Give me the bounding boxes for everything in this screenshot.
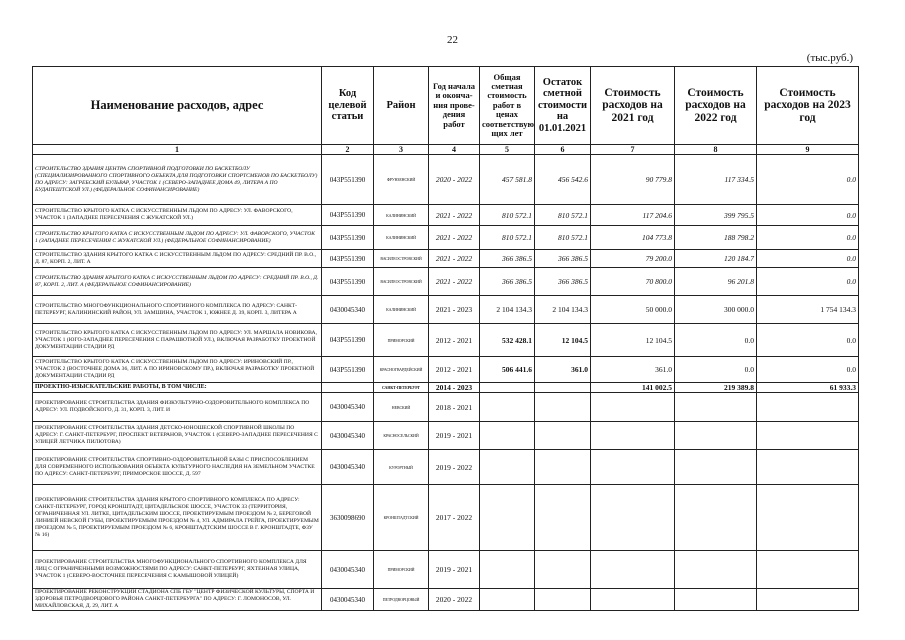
header-cost-2023: Стоимость расходов на 2023 год	[757, 67, 859, 145]
table-row	[33, 589, 859, 611]
subtotal-district: САНКТ-ПЕТЕРБУРГ	[374, 383, 429, 393]
row-name: СТРОИТЕЛЬСТВО КРЫТОГО КАТКА С ИСКУССТВЕННЫМ ЛЬДОМ ПО АДРЕСУ: УЛ. ФАВОРСКОГО, УЧАСТОК 1 (ЗАПАДНЕЕ ПЕРЕСЕЧЕНИЯ С ЖУКАТСКОЙ УЛ.) (ФЕДЕРАЛЬНОЕ СОФИНАНСИРОВАНИЕ)	[33, 226, 322, 250]
row-period: 2019 - 2021	[429, 422, 480, 450]
header-cost-2022: Стоимость расходов на 2022 год	[675, 67, 757, 145]
row-name: ПРОЕКТИРОВАНИЕ СТРОИТЕЛЬСТВА ЗДАНИЯ ФИЗКУЛЬТУРНО-ОЗДОРОВИТЕЛЬНОГО КОМПЛЕКСА ПО АДРЕСУ: УЛ. ПОДВОЙСКОГО, Д. 31, КОРП. 3, ЛИТ. И	[33, 393, 322, 422]
subtotal-name: ПРОЕКТНО-ИЗЫСКАТЕЛЬСКИЕ РАБОТЫ, В ТОМ ЧИСЛЕ:	[33, 383, 322, 393]
table-row	[33, 324, 859, 357]
row-code: 043P551390	[322, 268, 374, 296]
row-period: 2018 - 2021	[429, 393, 480, 422]
row-cost-2021: 12 104.5	[591, 324, 675, 357]
subtotal-cost-2022: 219 389.8	[675, 383, 757, 393]
row-cost-2021: 70 800.0	[591, 268, 675, 296]
row-total-cost: 532 428.1	[480, 324, 535, 357]
table-row	[33, 357, 859, 383]
row-code: 0430045340	[322, 296, 374, 324]
table-row	[33, 226, 859, 250]
header-total-cost: Общая сметная стоимость работ в ценах соответствую щих лет	[480, 67, 535, 145]
table-row-subtotal	[33, 383, 859, 393]
row-cost-2023: 1 754 134.3	[757, 296, 859, 324]
row-cost-2023: 0.0	[757, 268, 859, 296]
header-district: Район	[374, 67, 429, 145]
row-cost-2021: 50 000.0	[591, 296, 675, 324]
row-code: 0430045340	[322, 450, 374, 485]
table-row	[33, 422, 859, 450]
row-name: ПРОЕКТИРОВАНИЕ СТРОИТЕЛЬСТВА ЗДАНИЯ КРЫТОГО СПОРТИВНОГО КОМПЛЕКСА ПО АДРЕСУ: САНКТ-ПЕТЕРБУРГ, ГОРОД КРОНШТАДТ, ЦИТАДЕЛЬСКОЕ ШОССЕ, УЧАСТОК 33 (ТЕРРИТОРИЯ, ОГРАНИЧЕННАЯ УЛ. ЛИТКЕ, ЦИТАДЕЛЬСКИМ ШОССЕ, ПРОЕКТИРУЕМЫМ ПРОЕЗДОМ № 2, БЕРЕГОВОЙ ЛИНИЕЙ НЕВСКОЙ ГУБЫ, ПРОЕКТИРУЕМЫМ ПРОЕЗДОМ № 4, УЛ. АДМИРАЛА ГРЕЙГА, ПРОЕКТИРУЕМЫМ ПРОЕЗДОМ № 5, ПРОЕКТИРУЕМЫМ ПРОЕЗДОМ № 6, КРОНШТАДТСКИМ ШОССЕ В Г. КРОНШТАДТЕ, ФЗУ № 16)	[33, 485, 322, 551]
subtotal-code	[322, 383, 374, 393]
column-number: 7	[591, 145, 675, 155]
column-number: 9	[757, 145, 859, 155]
table-row	[33, 250, 859, 268]
row-district: ВАСИЛЕОСТРОВСКИЙ	[374, 250, 429, 268]
subtotal-remaining	[535, 383, 591, 393]
header-period: Год начала и оконча-ния прове-дения работ	[429, 67, 480, 145]
header-name: Наименование расходов, адрес	[33, 67, 322, 145]
row-period: 2017 - 2022	[429, 485, 480, 551]
row-district: КРАСНОГВАРДЕЙСКИЙ	[374, 357, 429, 383]
row-district: ПРИМОРСКИЙ	[374, 324, 429, 357]
column-number: 6	[535, 145, 591, 155]
row-code: 0430045340	[322, 589, 374, 611]
row-period: 2021 - 2023	[429, 296, 480, 324]
column-number: 8	[675, 145, 757, 155]
row-total-cost: 366 386.5	[480, 250, 535, 268]
row-name: СТРОИТЕЛЬСТВО ЗДАНИЯ ЦЕНТРА СПОРТИВНОЙ ПОДГОТОВКИ ПО БАСКЕТБОЛУ (СПЕЦИАЛИЗИРОВАННОГО СПОРТИВНОГО ОБЪЕКТА ДЛЯ ПОДГОТОВКИ СПОРТСМЕНОВ ПО БАСКЕТБОЛУ) ПО АДРЕСУ: ЗАГРЕБСКИЙ БУЛЬВАР, УЧАСТОК 1 (СЕВЕРО-ЗАПАДНЕЕ ДОМА 49, ЛИТЕРА А ПО БУДАПЕШТСКОЙ УЛ.) (ФЕДЕРАЛЬНОЕ СОФИНАНСИРОВАНИЕ)	[33, 155, 322, 205]
row-remaining: 366 386.5	[535, 250, 591, 268]
row-code: 043P551390	[322, 357, 374, 383]
row-period: 2021 - 2022	[429, 268, 480, 296]
row-name: СТРОИТЕЛЬСТВО ЗДАНИЯ КРЫТОГО КАТКА С ИСКУССТВЕННЫМ ЛЬДОМ ПО АДРЕСУ: СРЕДНИЙ ПР. В.О., Д. 87, КОРП. 2, ЛИТ. А (ФЕДЕРАЛЬНОЕ СОФИНАНСИРОВАНИЕ)	[33, 268, 322, 296]
row-period: 2020 - 2022	[429, 155, 480, 205]
row-district: КАЛИНИНСКИЙ	[374, 205, 429, 226]
column-number: 4	[429, 145, 480, 155]
header-remaining: Остаток сметной стоимости на 01.01.2021	[535, 67, 591, 145]
row-code: 043P551390	[322, 250, 374, 268]
row-name: СТРОИТЕЛЬСТВО МНОГОФУНКЦИОНАЛЬНОГО СПОРТИВНОГО КОМПЛЕКСА ПО АДРЕСУ: САНКТ-ПЕТЕРБУРГ, КАЛИНИНСКИЙ РАЙОН, УЛ. ЗАМШИНА, УЧАСТОК 1, ЮЖНЕЕ Д. 39, КОРП. 3, ЛИТЕРА А	[33, 296, 322, 324]
row-cost-2022: 117 334.5	[675, 155, 757, 205]
row-code: 043P551390	[322, 155, 374, 205]
row-name: СТРОИТЕЛЬСТВО ЗДАНИЯ КРЫТОГО КАТКА С ИСКУССТВЕННЫМ ЛЬДОМ ПО АДРЕСУ: СРЕДНИЙ ПР. В.О., Д. 87, КОРП. 2, ЛИТ. А	[33, 250, 322, 268]
row-period: 2019 - 2021	[429, 551, 480, 589]
row-district: КАЛИНИНСКИЙ	[374, 226, 429, 250]
row-name: СТРОИТЕЛЬСТВО КРЫТОГО КАТКА С ИСКУССТВЕННЫМ ЛЬДОМ ПО АДРЕСУ: ИРИНОВСКИЙ ПР., УЧАСТОК 2 (ВОСТОЧНЕЕ ДОМА 36, ЛИТ. А ПО ИРИНОВСКОМУ ПР.), ВКЛЮЧАЯ РАЗРАБОТКУ ПРОЕКТНОЙ ДОКУМЕНТАЦИИ СТАДИИ РД	[33, 357, 322, 383]
column-number: 1	[33, 145, 322, 155]
table-row	[33, 296, 859, 324]
row-total-cost: 366 386.5	[480, 268, 535, 296]
row-remaining: 361.0	[535, 357, 591, 383]
row-remaining: 2 104 134.3	[535, 296, 591, 324]
column-number-row	[33, 145, 859, 155]
row-name: СТРОИТЕЛЬСТВО КРЫТОГО КАТКА С ИСКУССТВЕННЫМ ЛЬДОМ ПО АДРЕСУ: УЛ. МАРШАЛА НОВИКОВА, УЧАСТОК 1 (ЮГО-ЗАПАДНЕЕ ПЕРЕСЕЧЕНИЯ С ПАРАШЮТНОЙ УЛ.), ВКЛЮЧАЯ РАЗРАБОТКУ ПРОЕКТНОЙ ДОКУМЕНТАЦИИ СТАДИИ РД	[33, 324, 322, 357]
row-district: НЕВСКИЙ	[374, 393, 429, 422]
table-row	[33, 485, 859, 551]
table-row	[33, 450, 859, 485]
table-row	[33, 268, 859, 296]
row-district: КРАСНОСЕЛЬСКИЙ	[374, 422, 429, 450]
row-remaining: 456 542.6	[535, 155, 591, 205]
row-period: 2021 - 2022	[429, 226, 480, 250]
row-code: 043P551390	[322, 324, 374, 357]
table-row	[33, 393, 859, 422]
row-total-cost: 810 572.1	[480, 205, 535, 226]
row-remaining: 810 572.1	[535, 205, 591, 226]
row-district: ПРИМОРСКИЙ	[374, 551, 429, 589]
row-code: 043P551390	[322, 226, 374, 250]
row-period: 2021 - 2022	[429, 205, 480, 226]
row-cost-2022: 0.0	[675, 357, 757, 383]
row-period: 2021 - 2022	[429, 250, 480, 268]
row-name: ПРОЕКТИРОВАНИЕ СТРОИТЕЛЬСТВА МНОГОФУНКЦИОНАЛЬНОГО СПОРТИВНОГО КОМПЛЕКСА ДЛЯ ЛИЦ С ОГРАНИЧЕННЫМИ ВОЗМОЖНОСТЯМИ ПО АДРЕСУ: САНКТ-ПЕТЕРБУРГ, ЯХТЕННАЯ УЛИЦА, УЧАСТОК 1 (СЕВЕРО-ВОСТОЧНЕЕ ПЕРЕСЕЧЕНИЯ С КАМЫШОВОЙ УЛИЦЕЙ)	[33, 551, 322, 589]
subtotal-total-cost	[480, 383, 535, 393]
row-name: ПРОЕКТИРОВАНИЕ СТРОИТЕЛЬСТВА ЗДАНИЯ ДЕТСКО-ЮНОШЕСКОЙ СПОРТИВНОЙ ШКОЛЫ ПО АДРЕСУ: Г. САНКТ-ПЕТЕРБУРГ, ПРОСПЕКТ ВЕТЕРАНОВ, УЧАСТОК 1 (СЕВЕРО-ЗАПАДНЕЕ ПЕРЕСЕЧЕНИЯ С УЛИЦЕЙ ЛЕТЧИКА ПИЛЮТОВА)	[33, 422, 322, 450]
row-cost-2022: 300 000.0	[675, 296, 757, 324]
header-code: Код целевой статьи	[322, 67, 374, 145]
row-cost-2021: 117 204.6	[591, 205, 675, 226]
subtotal-period: 2014 - 2023	[429, 383, 480, 393]
row-remaining: 810 572.1	[535, 226, 591, 250]
table-row	[33, 205, 859, 226]
column-number: 3	[374, 145, 429, 155]
row-cost-2021: 104 773.8	[591, 226, 675, 250]
row-code: 0430045340	[322, 393, 374, 422]
column-number: 5	[480, 145, 535, 155]
row-total-cost: 506 441.6	[480, 357, 535, 383]
row-total-cost: 2 104 134.3	[480, 296, 535, 324]
row-cost-2023: 0.0	[757, 324, 859, 357]
row-district: ПЕТРОДВОРЦОВЫЙ	[374, 589, 429, 611]
row-cost-2022: 188 798.2	[675, 226, 757, 250]
row-cost-2023: 0.0	[757, 250, 859, 268]
row-cost-2023: 0.0	[757, 205, 859, 226]
row-cost-2022: 96 201.8	[675, 268, 757, 296]
row-cost-2022: 399 795.5	[675, 205, 757, 226]
row-period: 2012 - 2021	[429, 357, 480, 383]
row-period: 2012 - 2021	[429, 324, 480, 357]
row-district: ВАСИЛЕОСТРОВСКИЙ	[374, 268, 429, 296]
subtotal-cost-2021: 141 002.5	[591, 383, 675, 393]
row-cost-2023: 0.0	[757, 357, 859, 383]
row-district: КРОНШТАДТСКИЙ	[374, 485, 429, 551]
page-number: 22	[447, 34, 458, 46]
row-code: 0430045340	[322, 551, 374, 589]
row-period: 2019 - 2022	[429, 450, 480, 485]
header-row	[33, 67, 859, 145]
row-district: ФРУНЗЕНСКИЙ	[374, 155, 429, 205]
row-cost-2022: 120 184.7	[675, 250, 757, 268]
subtotal-cost-2023: 61 933.3	[757, 383, 859, 393]
table-row	[33, 551, 859, 589]
row-cost-2021: 361.0	[591, 357, 675, 383]
row-period: 2020 - 2022	[429, 589, 480, 611]
row-cost-2021: 79 200.0	[591, 250, 675, 268]
row-remaining: 366 386.5	[535, 268, 591, 296]
column-number: 2	[322, 145, 374, 155]
row-code: 3630098690	[322, 485, 374, 551]
row-name: СТРОИТЕЛЬСТВО КРЫТОГО КАТКА С ИСКУССТВЕННЫМ ЛЬДОМ ПО АДРЕСУ: УЛ. ФАВОРСКОГО, УЧАСТОК 1 (ЗАПАДНЕЕ ПЕРЕСЕЧЕНИЯ С ЖУКАТСКОЙ УЛ.)	[33, 205, 322, 226]
units-label: (тыс.руб.)	[806, 52, 853, 64]
row-cost-2023: 0.0	[757, 226, 859, 250]
row-cost-2023: 0.0	[757, 155, 859, 205]
row-district: КАЛИНИНСКИЙ	[374, 296, 429, 324]
row-code: 043P551390	[322, 205, 374, 226]
budget-table	[32, 66, 859, 611]
row-total-cost: 810 572.1	[480, 226, 535, 250]
row-remaining: 12 104.5	[535, 324, 591, 357]
row-name: ПРОЕКТИРОВАНИЕ СТРОИТЕЛЬСТВА СПОРТИВНО-ОЗДОРОВИТЕЛЬНОЙ БАЗЫ С ПРИСПОСОБЛЕНИЕМ ДЛЯ СОВРЕМЕННОГО ИСПОЛЬЗОВАНИЯ ОБЪЕКТА КУЛЬТУРНОГО НАСЛЕДИЯ НА ЗЕМЕЛЬНОМ УЧАСТКЕ ПО АДРЕСУ: САНКТ-ПЕТЕРБУРГ, ПРИМОРСКОЕ ШОССЕ, Д. 597	[33, 450, 322, 485]
row-district: КУРОРТНЫЙ	[374, 450, 429, 485]
table-row	[33, 155, 859, 205]
row-cost-2021: 90 779.8	[591, 155, 675, 205]
row-cost-2022: 0.0	[675, 324, 757, 357]
row-code: 0430045340	[322, 422, 374, 450]
row-total-cost: 457 581.8	[480, 155, 535, 205]
header-cost-2021: Стоимость расходов на 2021 год	[591, 67, 675, 145]
row-name: ПРОЕКТИРОВАНИЕ РЕКОНСТРУКЦИИ СТАДИОНА СПБ ГБУ "ЦЕНТР ФИЗИЧЕСКОЙ КУЛЬТУРЫ, СПОРТА И ЗДОРОВЬЯ ПЕТРОДВОРЦОВОГО РАЙОНА САНКТ-ПЕТЕРБУРГА" ПО АДРЕСУ: Г. ЛОМОНОСОВ, УЛ. МИХАЙЛОВСКАЯ, Д. 29, ЛИТ. А	[33, 589, 322, 611]
